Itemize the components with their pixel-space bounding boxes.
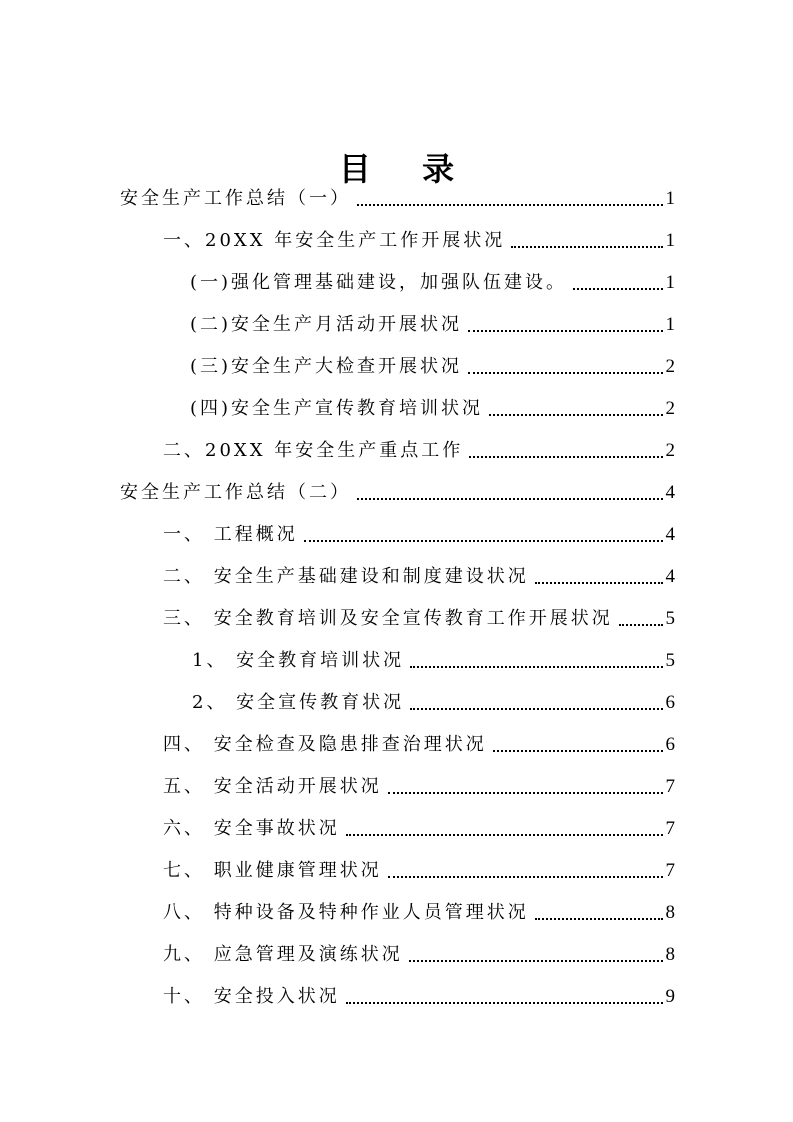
- toc-entry-page: 1: [665, 230, 675, 251]
- toc-entry-page: 6: [665, 734, 675, 755]
- toc-entry-page: 1: [665, 188, 675, 209]
- dot-leader: [409, 960, 663, 962]
- toc-entry-label: 二、 安全生产基础建设和制度建设状况: [163, 566, 529, 587]
- toc-entry-page: 2: [665, 356, 675, 377]
- toc-entry[interactable]: [163, 856, 675, 886]
- dot-leader: [469, 456, 662, 458]
- toc-entry[interactable]: [190, 352, 675, 382]
- toc-entry-page: 1: [665, 314, 675, 335]
- toc-entry-page: 7: [665, 860, 675, 881]
- toc-entry-label: 八、 特种设备及特种作业人员管理状况: [163, 902, 529, 923]
- dot-leader: [573, 288, 662, 290]
- toc-entry-page: 1: [665, 272, 675, 293]
- toc-entry-page: 8: [665, 902, 675, 923]
- dot-leader: [304, 540, 663, 542]
- dot-leader: [489, 414, 662, 416]
- toc-entry-page: 2: [665, 440, 675, 461]
- dot-leader: [388, 876, 663, 878]
- toc-entry[interactable]: [163, 520, 675, 550]
- toc-entry-label: 四、 安全检查及隐患排查治理状况: [163, 734, 487, 755]
- toc-entry-page: 5: [665, 650, 675, 671]
- toc-entry-page: 6: [665, 692, 675, 713]
- toc-entry[interactable]: [120, 478, 675, 508]
- toc-entry[interactable]: [163, 940, 675, 970]
- toc-entry-label: 六、 安全事故状况: [163, 818, 340, 839]
- toc-entry-label: (三)安全生产大检查开展状况: [190, 356, 463, 377]
- toc-entry-page: 4: [665, 482, 675, 503]
- dot-leader: [493, 750, 663, 752]
- toc-entry[interactable]: [163, 562, 675, 592]
- toc-entry-label: 二、20XX 年安全生产重点工作: [163, 440, 464, 461]
- toc-entry-page: 9: [665, 986, 675, 1007]
- toc-entry[interactable]: [163, 226, 675, 256]
- toc-title: 目 录: [338, 150, 475, 189]
- dot-leader: [468, 330, 662, 332]
- toc-entry-label: 2、 安全宣传教育状况: [192, 692, 405, 713]
- toc-entry-page: 7: [665, 776, 675, 797]
- toc-entry[interactable]: [190, 268, 675, 298]
- toc-entry-page: 8: [665, 944, 675, 965]
- toc-entry-label: 十、 安全投入状况: [163, 986, 340, 1007]
- toc-entry-label: 安全生产工作总结（二）: [120, 482, 351, 503]
- toc-entry[interactable]: [163, 898, 675, 928]
- toc-entry[interactable]: [163, 730, 675, 760]
- toc-entry-page: 5: [665, 608, 675, 629]
- toc-entry-label: 七、 职业健康管理状况: [163, 860, 382, 881]
- dot-leader: [410, 666, 662, 668]
- dot-leader: [535, 918, 663, 920]
- dot-leader: [511, 246, 662, 248]
- toc-entry[interactable]: [163, 982, 675, 1012]
- toc-entry[interactable]: [163, 772, 675, 802]
- dot-leader: [346, 834, 663, 836]
- toc-entry-label: 一、 工程概况: [163, 524, 298, 545]
- toc-entry-label: (一)强化管理基础建设，加强队伍建设。: [190, 272, 568, 293]
- dot-leader: [468, 372, 662, 374]
- dot-leader: [357, 204, 663, 206]
- toc-entry[interactable]: [190, 394, 675, 424]
- toc-entry-page: 4: [665, 524, 675, 545]
- toc-entry-label: 三、 安全教育培训及安全宣传教育工作开展状况: [163, 608, 613, 629]
- dot-leader: [410, 708, 662, 710]
- toc-entry-label: 1、 安全教育培训状况: [192, 650, 405, 671]
- toc-entry[interactable]: [192, 688, 675, 718]
- toc-entry-page: 4: [665, 566, 675, 587]
- toc-entry-page: 7: [665, 818, 675, 839]
- toc-entry[interactable]: [163, 604, 675, 634]
- toc-entry-label: 五、 安全活动开展状况: [163, 776, 382, 797]
- toc-entry-label: 一、20XX 年安全生产工作开展状况: [163, 230, 506, 251]
- toc-entry-label: 九、 应急管理及演练状况: [163, 944, 403, 965]
- dot-leader: [535, 582, 663, 584]
- toc-entry[interactable]: [190, 310, 675, 340]
- toc-entry[interactable]: [192, 646, 675, 676]
- dot-leader: [388, 792, 663, 794]
- toc-entry[interactable]: [163, 814, 675, 844]
- toc-entry-label: 安全生产工作总结（一）: [120, 188, 351, 209]
- dot-leader: [357, 498, 663, 500]
- dot-leader: [619, 624, 663, 626]
- toc-entry-label: (二)安全生产月活动开展状况: [190, 314, 463, 335]
- toc-entry-label: (四)安全生产宣传教育培训状况: [190, 398, 484, 419]
- toc-entry[interactable]: [120, 184, 675, 214]
- toc-entry-page: 2: [665, 398, 675, 419]
- dot-leader: [346, 1002, 663, 1004]
- toc-entry[interactable]: [163, 436, 675, 466]
